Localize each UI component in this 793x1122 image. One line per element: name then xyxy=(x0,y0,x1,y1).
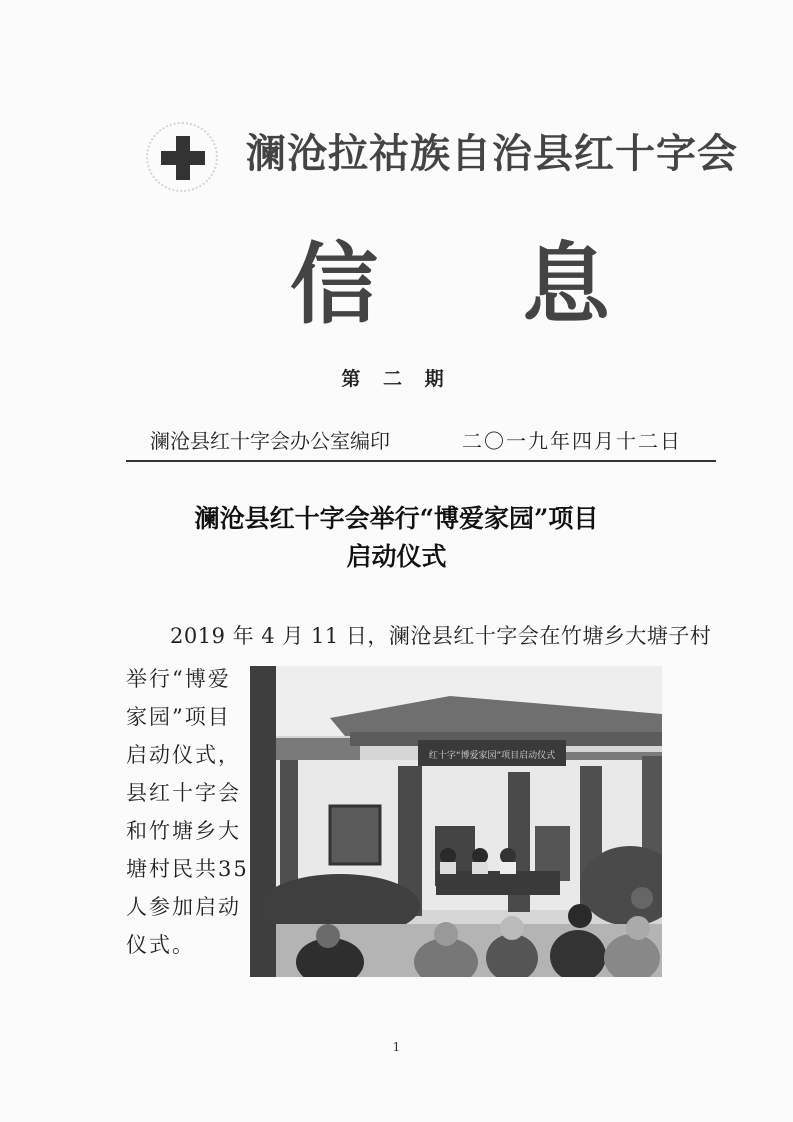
photo-banner-text: 红十字“博爱家园”项目启动仪式 xyxy=(428,751,556,761)
header-divider xyxy=(126,460,716,462)
headline-line-1: 澜沧县红十字会举行“博爱家园”项目 xyxy=(194,504,599,533)
article-side-text xyxy=(126,660,249,964)
publish-date: 二〇一九年四月十二日 xyxy=(462,429,682,453)
bulletin-title-char-2: 息 xyxy=(521,232,610,336)
ceremony-photo xyxy=(250,666,662,977)
red-cross-emblem xyxy=(140,120,226,196)
side-text-line: 启动仪式， xyxy=(126,743,241,767)
article-headline xyxy=(0,500,793,576)
bulletin-title-char-1: 信 xyxy=(290,232,379,336)
side-text-line: 家园”项目 xyxy=(126,705,231,729)
page-number: 1 xyxy=(392,1040,401,1054)
side-text-line: 人参加启动 xyxy=(126,895,241,919)
issue-number: 第 二 期 xyxy=(341,368,452,390)
side-text-line: 和竹塘乡大 xyxy=(126,819,241,843)
side-text-line: 仪式。 xyxy=(126,933,195,957)
side-text-line: 县红十字会 xyxy=(126,781,241,805)
side-text-line: 塘村民共35 xyxy=(126,857,249,881)
bulletin-title xyxy=(290,215,610,341)
ceremony-photo-illustration xyxy=(250,666,662,977)
side-text-line: 举行“博爱 xyxy=(126,667,231,691)
cross-icon-horizontal xyxy=(161,151,205,165)
headline-line-2: 启动仪式 xyxy=(346,542,447,571)
editor-line: 澜沧县红十字会办公室编印 xyxy=(150,429,390,453)
article-lead-line: 2019 年 4 月 11 日，澜沧县红十字会在竹塘乡大塘子村 xyxy=(170,624,712,648)
organization-name: 澜沧拉祜族自治县红十字会 xyxy=(246,130,738,177)
